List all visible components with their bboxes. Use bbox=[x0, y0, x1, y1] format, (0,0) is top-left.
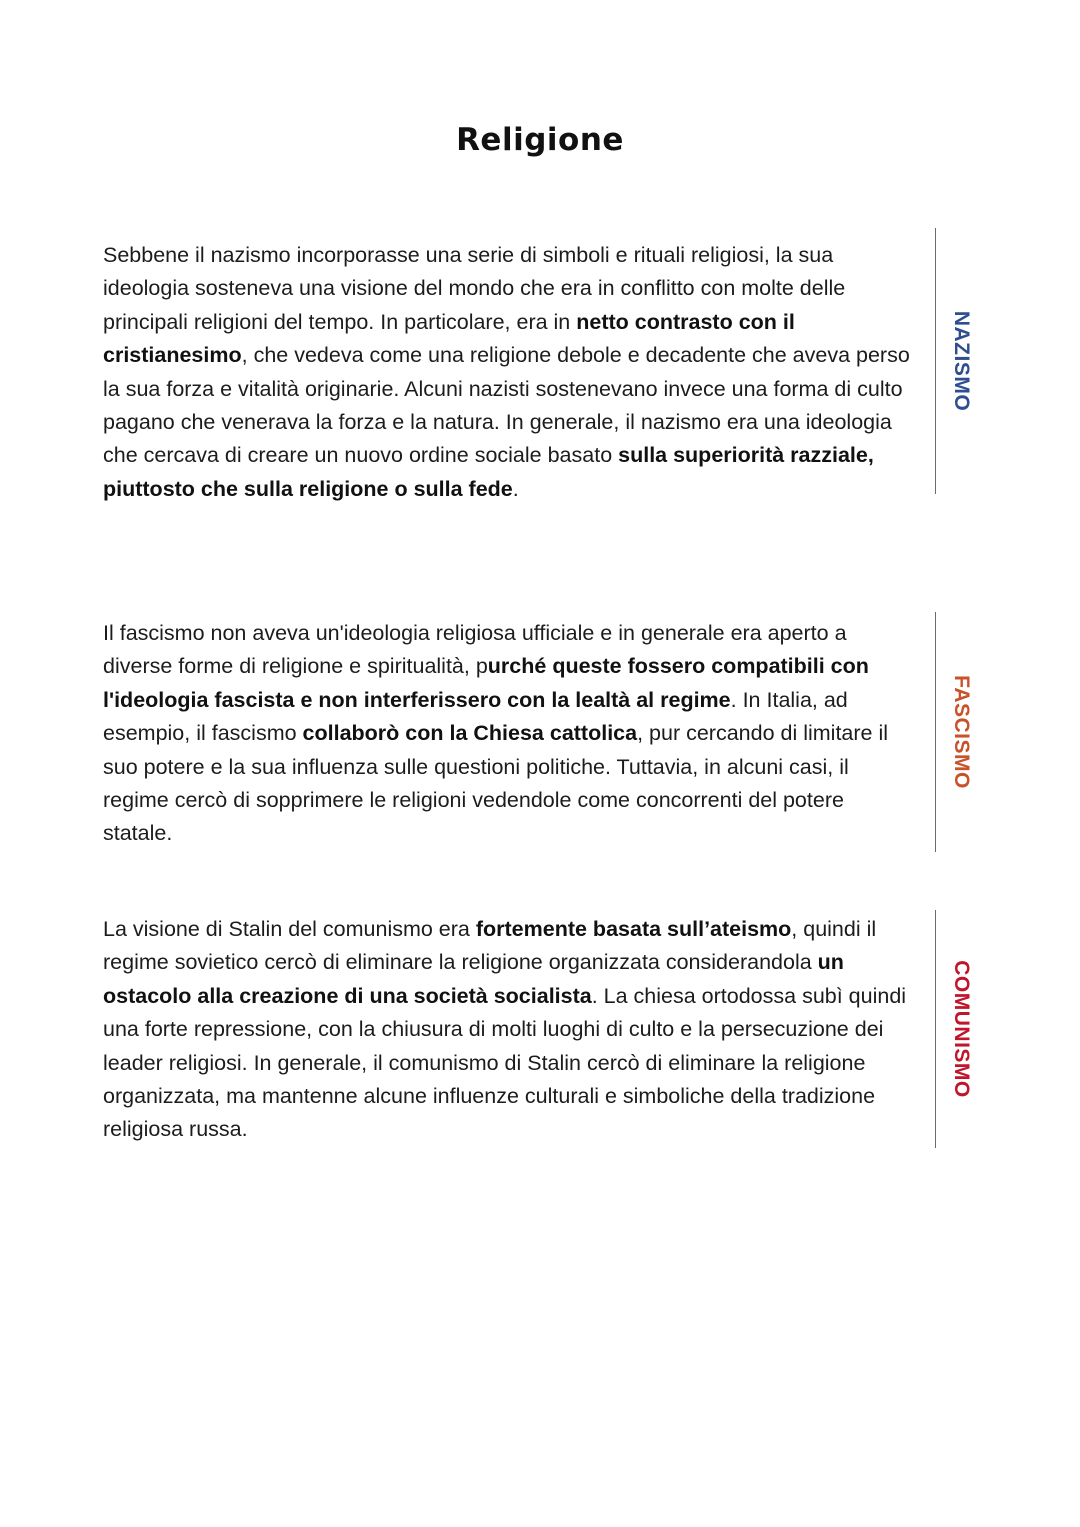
text-run: Il fascismo non aveva un'ideologia religiosa ufficiale e in generale era aperto a diverse forme di religione e spiritualità, p bbox=[103, 621, 847, 679]
paragraph-nazismo bbox=[103, 239, 913, 506]
bold-run: sulla superiorità razziale, piuttosto che sulla religione o sulla fede bbox=[103, 443, 874, 501]
bold-run: netto contrasto con il cristianesimo bbox=[103, 309, 795, 368]
side-tag-nazismo bbox=[935, 228, 986, 494]
section-nazismo bbox=[103, 239, 913, 506]
text-run: . La chiesa ortodossa subì quindi una forte repressione, con la chiusura di molti luoghi di culto e la persecuzione dei leader religiosi. In generale, il comunismo di Stalin cercò di eliminare la religione organizzata, ma mantenne alcune influenze culturali e simboliche della tradizione religiosa russa. bbox=[103, 983, 907, 1142]
text-run: , pur cercando di limitare il suo potere e la sua influenza sulle questioni politiche. Tuttavia, in alcuni casi, il regime cercò di sopprimere le religioni vedendole come concorrenti del potere statale. bbox=[103, 721, 889, 846]
side-label-fascismo: FASCISMO bbox=[950, 675, 973, 789]
paragraph-comunismo bbox=[103, 913, 913, 1147]
paragraph-fascismo bbox=[103, 617, 913, 851]
page-title: Religione bbox=[456, 122, 624, 158]
bold-run: urché queste fossero compatibili con l'ideologia fascista e non interferissero con la lealtà al regime bbox=[103, 654, 869, 712]
text-run: . bbox=[512, 476, 519, 501]
text-run: , che vedeva come una religione debole e decadente che aveva perso la sua forza e vitalità originarie. Alcuni nazisti sostenevano invece una forma di culto pagano che venerava la forza e la natura. In generale, il nazismo era una ideologia che cercava di creare un nuovo ordine sociale basato bbox=[103, 343, 910, 468]
text-run: Sebbene il nazismo incorporasse una serie di simboli e rituali religiosi, la sua ideologia sosteneva una visione del mondo che era in conflitto con molte delle principali religioni del tempo. In particolare, era in bbox=[103, 243, 846, 334]
section-comunismo bbox=[103, 913, 913, 1147]
bold-run: collaborò con la Chiesa cattolica bbox=[302, 721, 638, 746]
section-fascismo bbox=[103, 617, 913, 851]
side-tag-fascismo bbox=[935, 612, 986, 852]
side-label-nazismo: NAZISMO bbox=[950, 310, 973, 412]
text-run: La visione di Stalin del comunismo era bbox=[103, 917, 476, 941]
bold-run: un ostacolo alla creazione di una società socialista bbox=[103, 950, 844, 1008]
text-run: , quindi il regime sovietico cercò di eliminare la religione organizzata considerandola bbox=[103, 917, 877, 975]
bold-run: fortemente basata sull’ateismo bbox=[475, 917, 792, 941]
side-tag-comunismo bbox=[935, 910, 986, 1148]
side-label-comunismo: COMUNISMO bbox=[950, 960, 973, 1098]
text-run: . In Italia, ad esempio, il fascismo bbox=[103, 687, 848, 746]
